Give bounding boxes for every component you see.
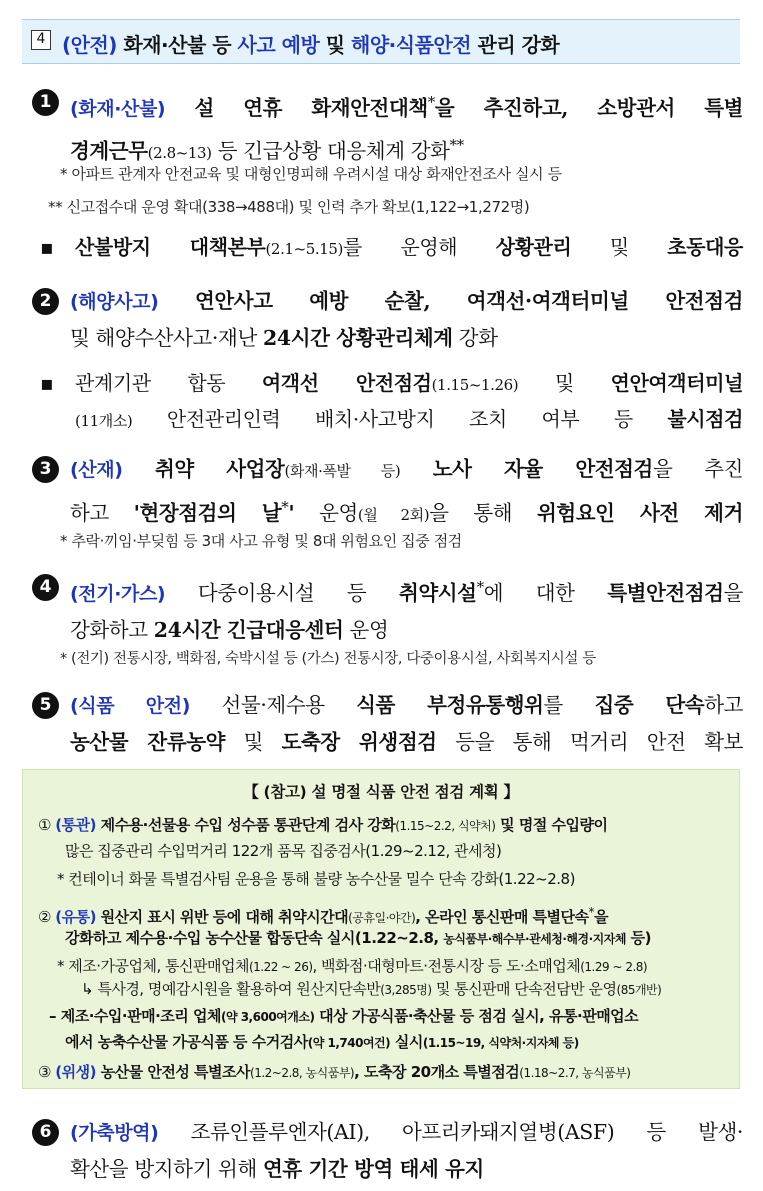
item-4-line-1 xyxy=(70,569,743,612)
item-1-text-c: 경계근무 xyxy=(70,138,148,163)
reference-r1-num: ① xyxy=(38,816,51,834)
item-3-text-d: 을 추진 xyxy=(652,457,743,481)
item-5-text-d: 집중 단속 xyxy=(594,693,705,717)
item-2-s1-b: 여객선 안전점검 xyxy=(261,371,432,395)
reference-r6-d: (1.29 ~ 2.8) xyxy=(580,960,648,974)
item-3-line-2 xyxy=(70,489,743,533)
reference-r4-c: , 온라인 통신판매 특별단속 xyxy=(415,908,589,926)
reference-r9-a: 에서 농축수산물 가공식품 등 수거검사 xyxy=(65,1033,308,1051)
item-1-sup-2: ** xyxy=(449,135,464,154)
reference-r7-a: ↳ 특사경, 명예감시원을 활용하여 원산지단속반 xyxy=(81,980,381,998)
item-5-text-c: 를 xyxy=(543,693,595,717)
item-1-bullet-e: 및 xyxy=(571,235,668,259)
reference-row-5 xyxy=(65,927,651,951)
section-title-text-3: 관리 강화 xyxy=(471,33,560,57)
item-3-text-h: (월 2회) xyxy=(357,505,430,524)
item-3-text xyxy=(70,451,743,533)
item-2-bullet-mark: ▪ xyxy=(40,371,54,395)
item-2-text-d: 강화 xyxy=(452,326,498,350)
item-2-line-1 xyxy=(70,283,743,320)
item-4-line-2 xyxy=(70,612,743,648)
item-2-line-2 xyxy=(70,320,743,356)
item-2-text-b: 및 해양수산사고·재난 xyxy=(70,326,263,350)
item-3-text-c: 노사 자율 안전점검 xyxy=(400,457,653,481)
item-6-line-1 xyxy=(70,1114,743,1151)
item-2-marker: 2 xyxy=(32,288,59,315)
item-6-tag: (가축방역) xyxy=(70,1122,159,1144)
item-2-bullet-text xyxy=(75,366,743,438)
item-1-bullet-f: 초동대응 xyxy=(667,235,743,259)
reference-r10-tag: (위생) xyxy=(55,1063,96,1081)
item-4-text-b: 취약시설 xyxy=(398,580,477,605)
reference-r9-d: (1.15~19, 식약처·지자체 등) xyxy=(422,1036,579,1050)
reference-row-2: 많은 집중관리 수입먹거리 122개 품목 집중검사(1.29~2.12, 관세청) xyxy=(65,842,502,860)
item-1-bullet-mark: ▪ xyxy=(40,235,54,259)
reference-r8-c: 대상 가공식품·축산물 등 점검 실시, 유통·판매업소 xyxy=(314,1007,639,1025)
item-3-note-1: * 추락·끼임·부딪힘 등 3대 사고 유형 및 8대 위험요인 집중 점검 xyxy=(60,532,462,550)
reference-r4-num: ② xyxy=(38,908,51,926)
section-header xyxy=(22,19,740,64)
reference-r5-b: 농식품부·해수부·관세청·해경·지자체 xyxy=(443,932,626,946)
reference-r10-a: 농산물 안전성 특별조사 xyxy=(95,1063,251,1081)
reference-r1-a: 제수용·선물용 수입 성수품 통관단계 검사 강화 xyxy=(95,816,396,834)
item-4-text-f: 강화하고 xyxy=(70,617,154,642)
section-title-tag: (안전) xyxy=(62,33,117,57)
item-2-s2-a: (11개소) xyxy=(75,412,133,430)
reference-r4-sup: * xyxy=(588,905,595,919)
item-2-s2-b: 안전관리인력 배치·사고방지 조치 여부 등 xyxy=(132,407,668,431)
item-6-text-c: 연휴 기간 방역 태세 유지 xyxy=(262,1157,484,1181)
item-2-text-c: 24시간 상황관리체계 xyxy=(262,326,453,350)
reference-row-3: * 컨테이너 화물 특별검사팀 운용을 통해 불량 농수산물 밀수 단속 강화(1.22~2.8) xyxy=(57,870,575,888)
section-title-text-2: 및 xyxy=(319,33,352,57)
item-2-s2-c: 불시점검 xyxy=(667,407,743,431)
reference-r1-b: (1.15~2.2, 식약처) xyxy=(395,819,496,833)
item-5-line-2 xyxy=(70,724,743,760)
item-6-marker: 6 xyxy=(32,1119,59,1146)
reference-box xyxy=(22,769,740,1089)
section-title xyxy=(62,29,559,58)
reference-r10-d: (1.18~2.7, 농식품부) xyxy=(519,1066,631,1080)
item-1-bullet-c: 를 운영해 xyxy=(343,235,496,259)
item-1-sup: * xyxy=(427,93,435,111)
item-5-text-f: 농산물 잔류농약 xyxy=(70,730,226,754)
item-2-bullet-line-2 xyxy=(75,402,743,438)
reference-r7-c: 및 통신판매 단속전담반 운영 xyxy=(431,980,617,998)
item-3-marker: 3 xyxy=(32,456,59,483)
item-5-text-e: 하고 xyxy=(704,693,743,717)
section-title-highlight-1: 사고 예방 xyxy=(237,33,320,57)
reference-row-7 xyxy=(81,978,661,1002)
item-5-text-b: 식품 부정유통행위 xyxy=(356,693,544,717)
reference-r4-a: 원산지 표시 위반 등에 대해 취약시간대 xyxy=(95,908,349,926)
item-4-text-e: 을 xyxy=(723,580,744,605)
reference-row-10 xyxy=(38,1061,630,1085)
reference-r10-b: (1.2~2.8, 농식품부) xyxy=(250,1066,355,1080)
item-1-marker: 1 xyxy=(32,89,59,116)
item-4-text-g: 24시간 긴급대응센터 xyxy=(153,617,344,642)
reference-r8-b: (약 3,600여개소) xyxy=(220,1010,315,1024)
reference-r7-d: (85개반) xyxy=(616,983,662,997)
item-6-line-2 xyxy=(70,1151,743,1187)
item-1-bullet-date: (2.1~5.15) xyxy=(265,240,343,258)
reference-r10-c: , 도축장 20개소 특별점검 xyxy=(354,1063,520,1081)
item-2-tag: (해양사고) xyxy=(70,291,159,313)
item-3-tag: (산재) xyxy=(70,459,123,481)
item-1-text-b: 을 추진하고, 소방관서 특별 xyxy=(434,95,743,120)
item-1-text-a: 설 연휴 화재안전대책 xyxy=(165,95,428,120)
item-1-line-1 xyxy=(70,84,743,127)
reference-title: 【 (참고) 설 명절 식품 안전 점검 계획 】 xyxy=(243,783,519,801)
item-2-text-a: 연안사고 예방 순찰, 여객선·여객터미널 안전점검 xyxy=(158,289,743,313)
reference-r9-b: (약 1,740여건) xyxy=(307,1036,391,1050)
reference-r6-b: (1.22 ~ 26) xyxy=(248,960,313,974)
section-title-text-1: 화재·산불 등 xyxy=(116,33,238,57)
reference-r5-c: 등) xyxy=(625,929,652,947)
item-6-text xyxy=(70,1114,743,1187)
item-3-text-i: 을 통해 xyxy=(429,500,537,525)
item-1-note-1: * 아파트 관계자 안전교육 및 대형인명피해 우려시설 대상 화재안전조사 실시 등 xyxy=(60,165,562,183)
item-5-line-1 xyxy=(70,687,743,724)
reference-row-4 xyxy=(38,901,608,930)
item-2-s1-d: 및 xyxy=(518,371,611,395)
item-2-s1-e: 연안여객터미널 xyxy=(610,371,743,395)
item-6-text-b: 확산을 방지하기 위해 xyxy=(70,1157,263,1181)
reference-row-6 xyxy=(57,955,647,979)
reference-r8-dash: – xyxy=(49,1007,56,1025)
reference-r1-tag: (통관) xyxy=(55,816,96,834)
item-1-bullet-a: 산불방지 대책본부 xyxy=(75,235,266,259)
item-4-text xyxy=(70,569,743,648)
item-5-tag: (식품 안전) xyxy=(70,695,190,717)
item-3-text-g: 운영 xyxy=(294,500,358,525)
item-3-text-f: '현장점검의 날 xyxy=(133,500,282,525)
item-3-text-b: (화재·폭발 등) xyxy=(284,462,401,480)
item-5-text-i: 등을 통해 먹거리 안전 확보 xyxy=(436,730,743,754)
item-4-marker: 4 xyxy=(32,574,59,601)
item-2-s1-date: (1.15~1.26) xyxy=(431,376,519,394)
item-4-text-h: 운영 xyxy=(343,617,389,642)
item-6-text-a: 조류인플루엔자(AI), 아프리카돼지열병(ASF) 등 발생· xyxy=(158,1120,743,1144)
section-number-box: 4 xyxy=(31,30,51,50)
item-2-s1-a: 관계기관 합동 xyxy=(75,371,262,395)
reference-r4-d: 을 xyxy=(594,908,609,926)
item-5-text-h: 도축장 위생점검 xyxy=(281,730,437,754)
reference-r10-num: ③ xyxy=(38,1063,51,1081)
item-3-sup: * xyxy=(281,498,289,516)
section-title-highlight-2: 해양·식품안전 xyxy=(351,33,472,57)
reference-r4-tag: (유통) xyxy=(55,908,96,926)
item-3-text-a: 취약 사업장 xyxy=(122,457,285,481)
reference-r8-a: 제조·수입·판매·조리 업체 xyxy=(60,1007,221,1025)
item-3-text-e: 하고 xyxy=(70,500,134,525)
item-1-date: (2.8~13) xyxy=(147,143,212,162)
item-4-text-d: 특별안전점검 xyxy=(607,580,724,605)
reference-r6-c: , 백화점·대형마트·전통시장 등 도·소매업체 xyxy=(312,957,581,975)
reference-row-1 xyxy=(38,814,608,838)
item-1-bullet-d: 상황관리 xyxy=(495,235,572,259)
item-3-quote: ' xyxy=(288,500,295,525)
item-1-bullet-text xyxy=(75,230,743,266)
item-5-text-g: 및 xyxy=(225,730,282,754)
reference-r9-c: 실시 xyxy=(390,1033,423,1051)
item-2-bullet-line-1 xyxy=(75,366,743,402)
item-1-text xyxy=(70,84,743,171)
item-5-text xyxy=(70,687,743,760)
reference-r1-c: 및 명절 수입량이 xyxy=(495,816,608,834)
reference-r5-a: 강화하고 제수용·수입 농수산물 합동단속 실시(1.22~2.8, xyxy=(65,929,444,947)
reference-r7-b: (3,285명) xyxy=(380,983,432,997)
item-4-text-c: 에 대한 xyxy=(483,580,608,605)
item-4-note-1: * (전기) 전통시장, 백화점, 숙박시설 등 (가스) 전통시장, 다중이용시설, 사회복지시설 등 xyxy=(60,651,596,667)
item-3-text-j: 위험요인 사전 제거 xyxy=(536,500,743,525)
reference-row-9 xyxy=(65,1031,579,1055)
item-5-marker: 5 xyxy=(32,692,59,719)
item-3-line-1 xyxy=(70,451,743,489)
item-1-text-d: 등 긴급상황 대응체계 강화 xyxy=(211,138,450,163)
reference-row-8 xyxy=(49,1005,638,1029)
item-2-text xyxy=(70,283,743,356)
item-1-note-2: ** 신고접수대 운영 확대(338→488대) 및 인력 추가 확보(1,122→1,272명) xyxy=(48,198,530,216)
item-5-text-a: 선물·제수용 xyxy=(190,693,357,717)
reference-r4-b: (공휴일·야간) xyxy=(348,911,416,925)
item-4-sup: * xyxy=(476,578,484,596)
reference-r6-a: * 제조·가공업체, 통신판매업체 xyxy=(57,957,249,975)
item-1-tag: (화재·산불) xyxy=(70,97,166,120)
item-4-tag: (전기·가스) xyxy=(70,582,166,605)
item-4-text-a: 다중이용시설 등 xyxy=(165,580,399,605)
